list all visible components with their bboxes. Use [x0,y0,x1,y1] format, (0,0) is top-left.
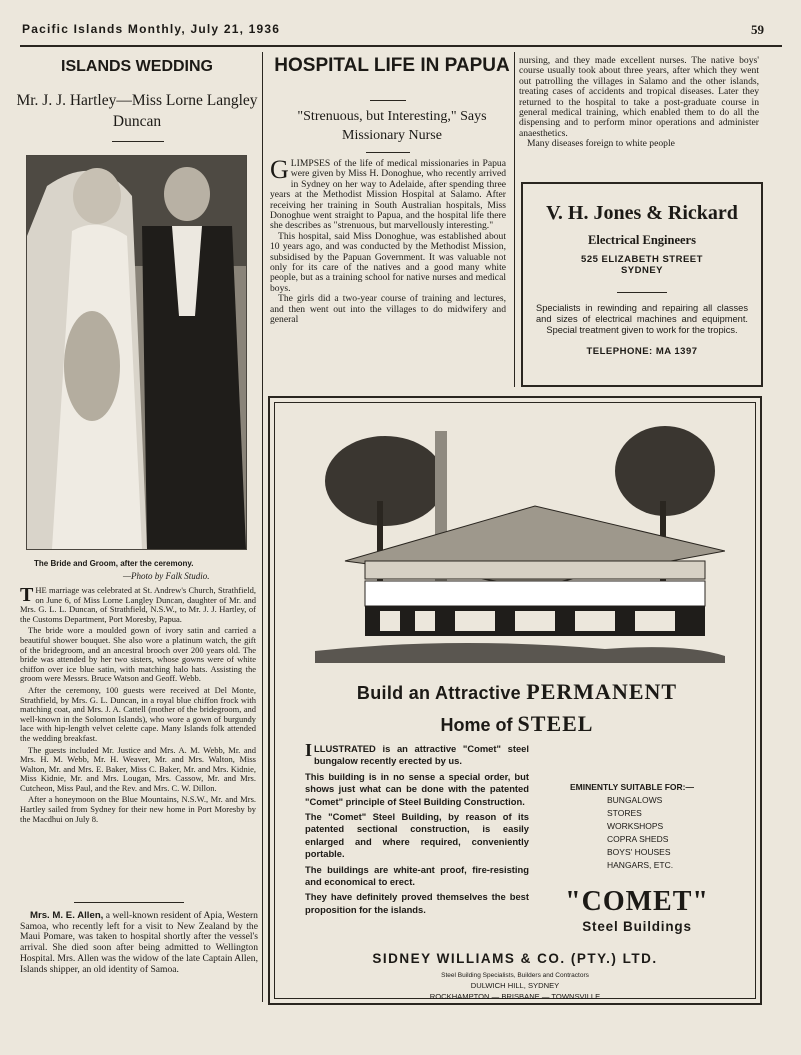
wedding-title-rule [112,141,164,142]
masthead-rule [20,45,782,47]
wedding-photo [26,155,247,550]
wedding-article [20,586,256,826]
suitable-item: BOYS' HOUSES [607,847,671,857]
bungalow-illustration [305,411,725,671]
suitable-for-list [569,781,737,872]
comet-ad-frame [274,402,756,999]
wedding-subhead: Mr. J. J. Hartley—Miss Lorne Langley Duncan [16,92,258,130]
obituary-text: a well-known resident of Apia, Western Samoa, who recently left for a visit to New Zealand by the Maui Pomare, was taken to hospital shortly after the vessel's arrival. She died soon after being admitted to Wellington Hospital. Mrs. Allen was the widow of the late Captain Allen, Islands shipper, an old identity of Samoa. [20,910,258,975]
column-rule-1 [262,52,263,1002]
comet-copy-5: They have definitely proved themselves the best proposition for the islands. [305,891,529,915]
column-rule-2 [514,52,515,387]
comet-copy-3: The "Comet" Steel Building, by reason of its patented sectional construction, is easily enlarged and where required, conveniently portable. [305,811,529,860]
hospital-subhead-rule [366,152,410,153]
suitable-item: BUNGALOWS [607,795,663,805]
ad-address-street: 525 ELIZABETH STREET [581,254,703,265]
hospital-col3-para2: Many diseases foreign to white people [527,138,675,150]
obituary-rule [74,902,184,903]
hospital-col3-para: nursing, and they made excellent nurses. The native boys' course usually took about three years, after which they went out patrolling the villages in Salamo and the other islands, treating cases of accidents and tropical diseases. Later they returned to the hospital to take a post-graduate course in general medical training, which enabled them to do all the dispensing and to perform minor operations and administer anaesthetics. [519,55,759,139]
obituary-name: Mrs. M. E. Allen, [30,910,104,921]
obituary [20,911,258,975]
comet-brand-sub: Steel Buildings [582,919,692,934]
comet-copy-1: ILLUSTRATED is an attractive "Comet" steel bungalow recently erected by us. [305,740,529,767]
hospital-continued [519,56,759,150]
comet-headline-2: Home of STEEL [440,711,594,736]
ad-address-city: SYDNEY [620,265,664,276]
comet-headline-1: Build an Attractive PERMANENT [356,679,678,704]
ad-company-name: V. H. Jones & Rickard [546,202,738,224]
company-name: SIDNEY WILLIAMS & CO. (PTY.) LTD. [372,951,658,966]
hospital-headline: HOSPITAL LIFE IN PAPUA [274,55,510,76]
wedding-para-3: After the ceremony, 100 guests were received at Del Monte, Strathfield, by Mrs. G. L. Duncan, in a royal blue chiffon frock with matching coat, and Mrs. J. A. Cattell (mother of the bridegroom, and well-known in the Solomon Islands), who wore a gown of burgundy lace with hip-length velvet celette cape. Many Islands folk attended the wedding breakfast. [20,684,256,743]
suitable-item: COPRA SHEDS [607,834,669,844]
comet-steel-ad [268,396,762,1005]
hospital-para-1: GLIMPSES of the life of medical missionaries in Papua were given by Miss H. Donoghue, who recently arrived in Sydney on her way to Adelaide, after spending three years at the Methodist Mission Hospital at Salamo. After receiving her training in South Australian hospitals, Miss Donoghue went straight to Papua, and the hospital life there she describes as "strenuous, but marvellously interesting." [270,155,506,232]
company-description: Steel Building Specialists, Builders and Contractors [441,972,589,979]
ad-profession: Electrical Engineers [588,233,696,247]
hospital-para-3: The girls did a two-year course of training and lectures, and then went out into the villages to do midwifery and general [270,293,506,326]
suitable-item: STORES [607,808,642,818]
hospital-subhead: "Strenuous, but Interesting," Says Missionary Nurse [297,109,487,143]
masthead [22,22,782,44]
masthead-title: Pacific Islands Monthly, July 21, 1936 [22,22,281,36]
wedding-para-4: The guests included Mr. Justice and Mrs. A. M. Webb, Mr. and Mrs. H. M. Webb, Mr. H. Weaver, Mr. and Mrs. Walton, Miss Walton, Mr. and Mrs. E. Baker, Miss C. Baker, Mr. and Mrs. Kidnie, Miss Kidnie, Mr. and Mrs. Lougan, Mrs. Cassow, Mr. and Mrs. Cutcheon, Miss Paul, and the Rev. and Mrs. C. W. Dillon. [20,744,256,793]
hospital-para-2: This hospital, said Miss Donoghue, was established about 10 years ago, and was conducted by the Methodist Mission, subsidised by the Papuan Government. It was valuable not only for its care of the natives and a good many white people, but as a training school for native nurses and medical boys. [270,230,506,294]
hospital-title-rule [370,100,406,101]
comet-copy-2: This building is in no sense a special order, but shows just what can be done with the patented "Comet" principle of Steel Building Construction. [305,770,529,807]
comet-copy [305,740,529,919]
photo-credit: —Photo by Falk Studio. [123,571,210,581]
hospital-dropcap: G [270,155,289,184]
suitable-heading: EMINENTLY SUITABLE FOR:— [569,782,695,792]
comet-brand: "COMET" [565,886,709,917]
ad-telephone: TELEPHONE: MA 1397 [586,346,698,357]
wedding-para-2: The bride wore a moulded gown of ivory satin and carried a beautiful shower bouquet. She also wore a platinum watch, the gift of the bridegroom, and an ancestral brooch over 200 years old. The bride was attended by her two sisters, whose gowns were of white chiffon over ice blue satin, with matching halo hats. Assisting the groom were Messrs. Bruce Watson and Geoff. Webb. [20,625,256,684]
company-branches: ROCKHAMPTON — BRISBANE — TOWNSVILLE [429,992,601,1001]
hospital-article [270,155,506,326]
wedding-para-1: THE marriage was celebrated at St. Andrew's Church, Strathfield, on June 6, of Miss Lorne Langley Duncan, daughter of Mr. and Mrs. G. L. L. Duncan, of Strathfield, N.S.W., to Mr. J. J. Hartley, of the Customs Department, Port Moresby, Papua. [20,584,256,624]
comet-copy-4: The buildings are white-ant proof, fire-resisting and economical to erect. [305,863,529,888]
wedding-para-5: After a honeymoon on the Blue Mountains, N.S.W., Mr. and Mrs. Hartley sailed from Sydney for their new home in Port Moresby by the Macdhui on July 8. [20,794,256,824]
company-address: DULWICH HILL, SYDNEY [470,981,560,990]
wedding-headline: ISLANDS WEDDING [61,58,213,75]
wedding-dropcap: T [20,584,34,606]
ad-divider [617,292,667,293]
suitable-item: WORKSHOPS [607,821,664,831]
jones-rickard-ad [521,182,763,387]
ad-specialty: Specialists in rewinding and repairing all classes and sizes of electrical machines and equipment. Special treatment given to work for the tropics. [536,303,748,335]
suitable-item: HANGARS, ETC. [607,860,674,870]
page-number: 59 [751,22,764,37]
photo-caption: The Bride and Groom, after the ceremony. [34,559,194,568]
